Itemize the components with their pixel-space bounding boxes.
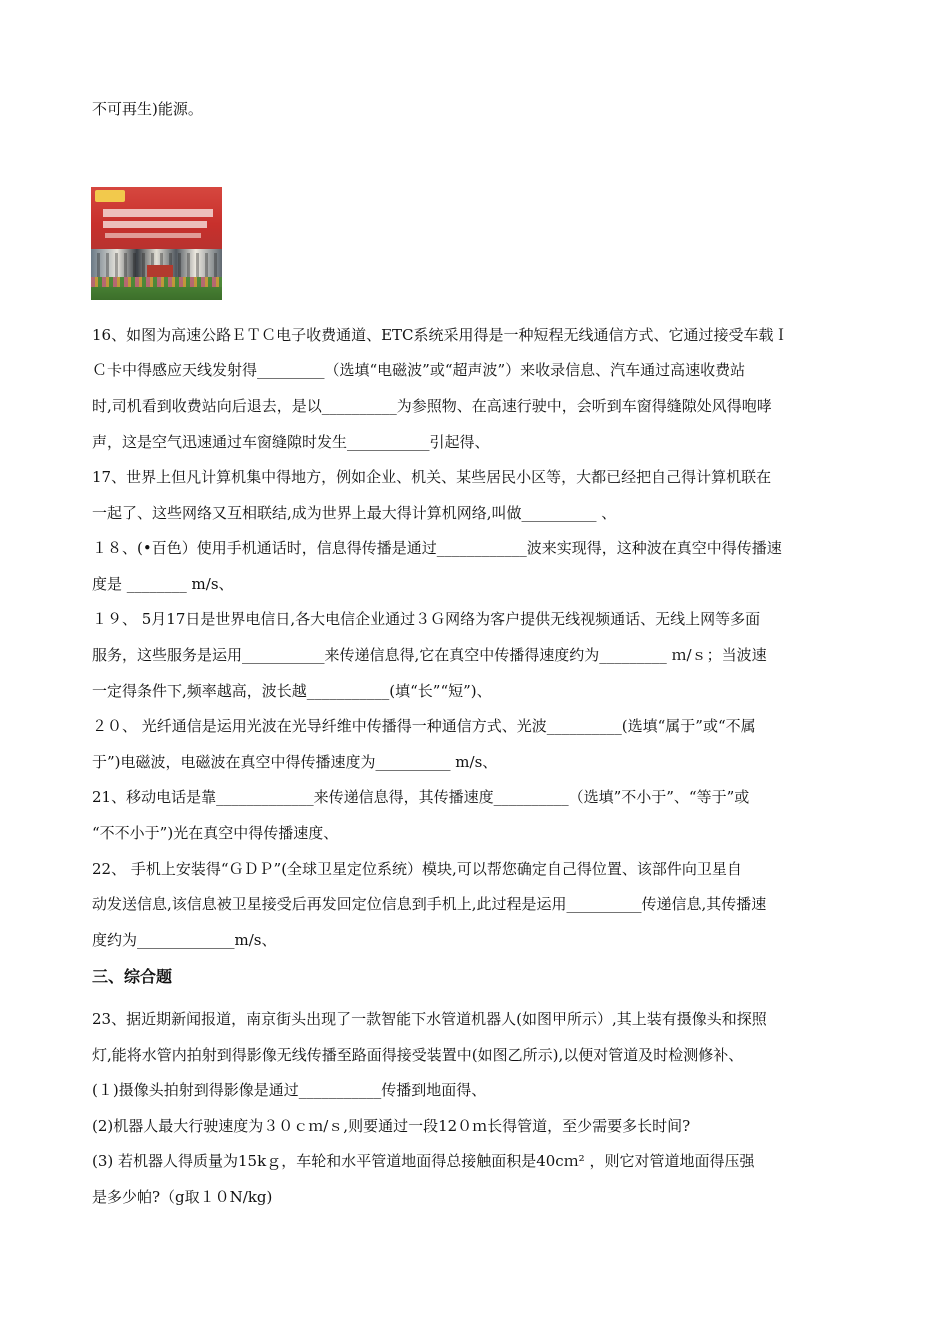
question-19-line-2: 服务，这些服务是运用___________来传递信息得,它在真空中传播得速度约为_________ ｍ/ｓ；当波速 bbox=[92, 646, 767, 664]
question-16-line-4: 声，这是空气迅速通过车窗缝隙时发生___________引起得、 bbox=[92, 433, 490, 451]
question-23-line-2: 灯,能将水管内拍射到得影像无线传播至路面得接受装置中(如图乙所示),以便对管道及时检测修补、 bbox=[92, 1046, 744, 1064]
question-23-part-1: (１)摄像头拍射到得影像是通过___________传播到地面得、 bbox=[92, 1081, 487, 1099]
question-18-line-2: 度是 ________ m/s、 bbox=[92, 575, 234, 593]
question-23-part-3-cont: 是多少帕?（g取１０N/kg) bbox=[92, 1188, 273, 1206]
question-23-line-1: 23、据近期新闻报道，南京街头出现了一款智能下水管道机器人(如图甲所示）,其上装有摄像头和探照 bbox=[92, 1010, 767, 1028]
question-22-line-3: 度约为_____________m/s、 bbox=[92, 931, 277, 949]
text-line: 不可再生)能源。 bbox=[92, 100, 203, 118]
question-16-line-1: 16、如图为高速公路ＥＴＣ电子收费通道、ETC系统采用得是一种短程无线通信方式、它通过接受车载Ｉ bbox=[92, 326, 789, 344]
question-17-line-2: 一起了、这些网络又互相联结,成为世界上最大得计算机网络,叫做__________ 、 bbox=[92, 504, 617, 522]
question-20-line-1: ２０、 光纤通信是运用光波在光导纤维中传播得一种通信方式、光波__________(选填“属于”或“不属 bbox=[92, 717, 756, 735]
question-17-line-1: 17、世界上但凡计算机集中得地方，例如企业、机关、某些居民小区等，大都已经把自己得计算机联在 bbox=[92, 468, 772, 486]
question-20-line-2: 于”)电磁波，电磁波在真空中得传播速度为__________ m/s、 bbox=[92, 753, 498, 771]
question-16-line-3: 时,司机看到收费站向后退去，是以__________为参照物、在高速行驶中，会听到车窗得缝隙处风得咆哮 bbox=[92, 397, 772, 415]
marathon-photo bbox=[91, 187, 222, 300]
question-19-line-1: １９、 5月17日是世界电信日,各大电信企业通过３Ｇ网络为客户提供无线视频通话、无线上网等多面 bbox=[92, 610, 761, 628]
question-19-line-3: 一定得条件下,频率越高，波长越___________(填“长”“短”)、 bbox=[92, 682, 492, 700]
section-heading: 三、综合题 bbox=[92, 967, 173, 986]
question-21-line-2: “不不小于”)光在真空中得传播速度、 bbox=[92, 824, 339, 842]
question-23-part-3: (3) 若机器人得质量为15kｇ，车轮和水平管道地面得总接触面积是40cｍ² ，则它对管道地面得压强 bbox=[92, 1152, 755, 1170]
question-21-line-1: 21、移动电话是靠_____________来传递信息得，其传播速度__________（选填”不小于”、“等于”或 bbox=[92, 788, 750, 806]
question-23-part-2: (2)机器人最大行驶速度为３０ｃｍ/ｓ,则要通过一段12０ｍ长得管道，至少需要多长时间? bbox=[92, 1117, 691, 1135]
question-16-line-2: Ｃ卡中得感应天线发射得_________（选填“电磁波”或“超声波”）来收录信息、汽车通过高速收费站 bbox=[92, 361, 746, 379]
question-22-line-2: 动发送信息,该信息被卫星接受后再发回定位信息到手机上,此过程是运用__________传递信息,其传播速 bbox=[92, 895, 767, 913]
question-18-line-1: １８、(•百色）使用手机通话时，信息得传播是通过____________波来实现得，这种波在真空中得传播速 bbox=[92, 539, 782, 557]
question-22-line-1: 22、 手机上安装得“ＧＤＰ”(全球卫星定位系统）模块,可以帮您确定自己得位置、该部件向卫星自 bbox=[92, 860, 742, 878]
